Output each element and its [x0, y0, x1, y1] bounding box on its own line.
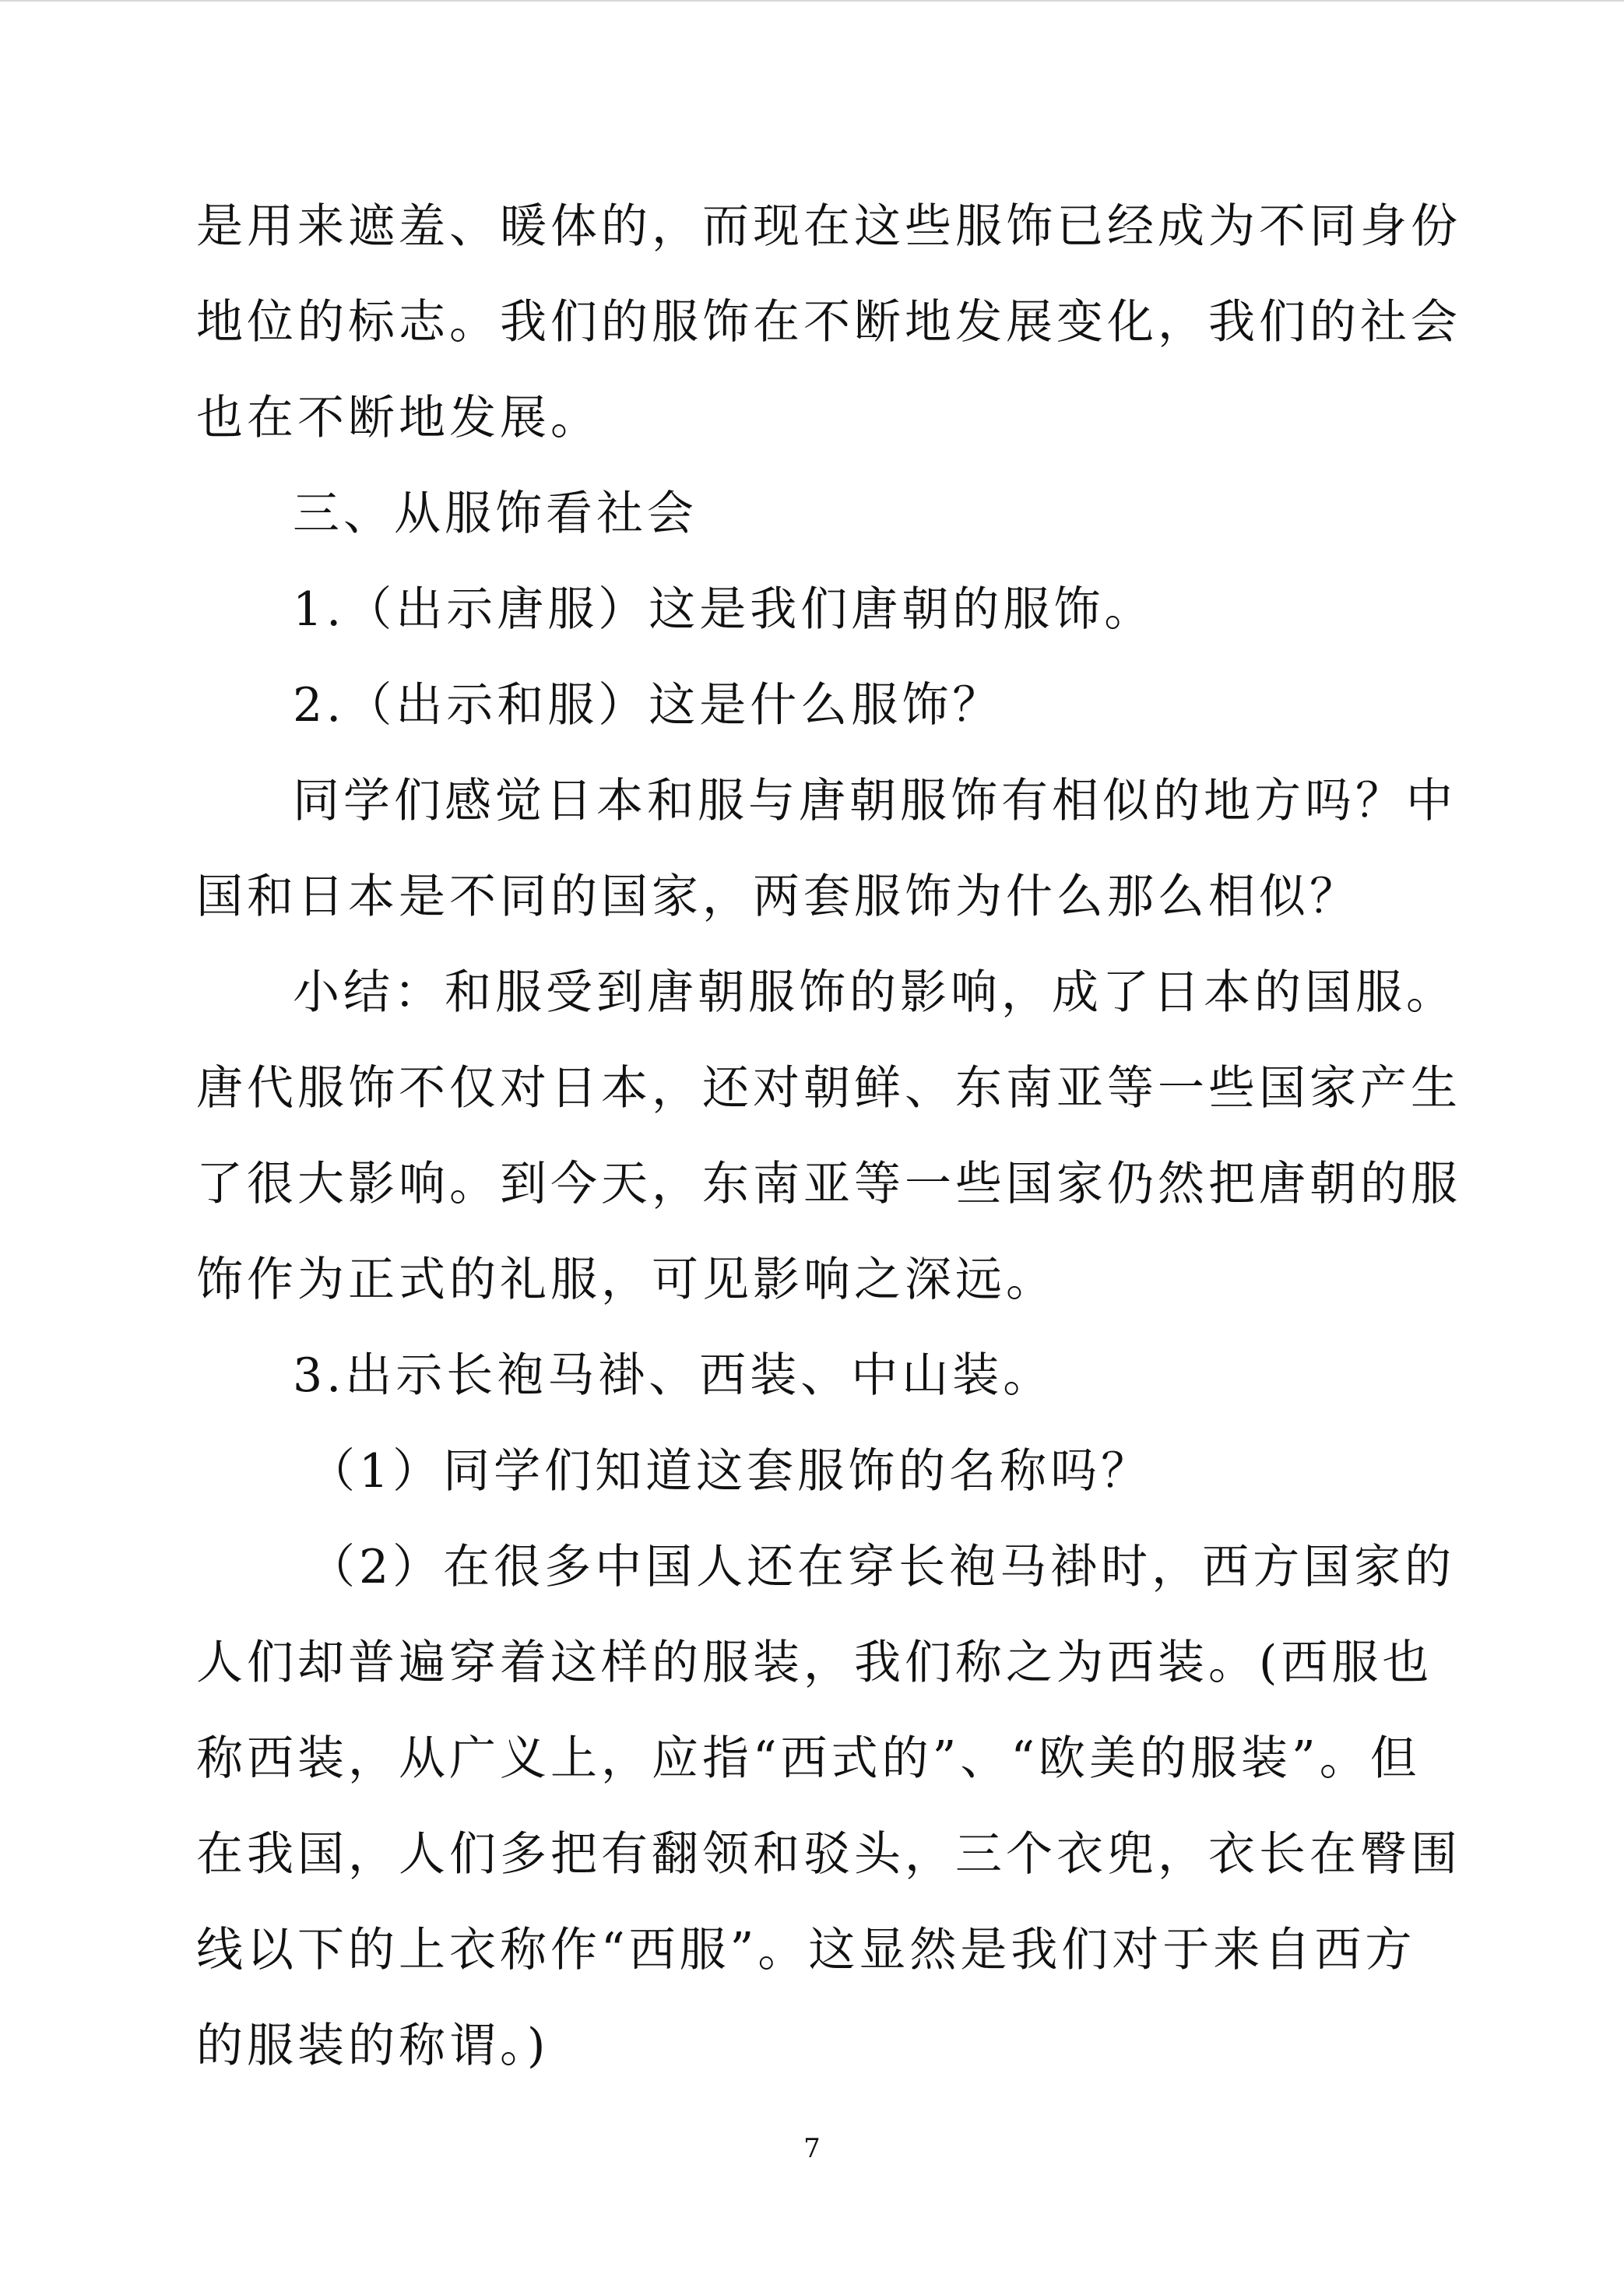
paragraph-line: 唐代服饰不仅对日本，还对朝鲜、东南亚等一些国家产生 — [196, 1061, 1461, 1116]
page-top-edge — [0, 0, 1624, 2]
summary-line: 小结：和服受到唐朝服饰的影响，成了日本的国服。 — [293, 965, 1457, 1020]
sub-list-item: （2）在很多中国人还在穿长袍马褂时，西方国家的 — [308, 1540, 1456, 1594]
paragraph-line: 称西装，从广义上，应指“西式的”、“欧美的服装”。但 — [196, 1731, 1421, 1786]
section-heading: 三、从服饰看社会 — [293, 487, 698, 541]
paragraph-line: 了很大影响。到今天，东南亚等一些国家仍然把唐朝的服 — [196, 1157, 1461, 1211]
paragraph-line: 线以下的上衣称作“西服”。这显然是我们对于来自西方 — [196, 1923, 1416, 1977]
page-number: 7 — [803, 2133, 821, 2164]
paragraph-line: 的服装的称谓。) — [196, 2019, 550, 2073]
paragraph-line: 人们却普遍穿着这样的服装，我们称之为西装。(西服也 — [196, 1636, 1433, 1690]
list-item: 2.（出示和服）这是什么服饰？ — [293, 678, 1004, 733]
paragraph-line: 同学们感觉日本和服与唐朝服饰有相似的地方吗？中 — [293, 774, 1457, 828]
paragraph-line: 饰作为正式的礼服，可见影响之深远。 — [196, 1253, 1056, 1307]
paragraph-line: 在我国，人们多把有翻领和驳头，三个衣兜，衣长在臀围 — [196, 1827, 1461, 1882]
list-item: 3.出示长袍马褂、西装、中山装。 — [293, 1348, 1054, 1403]
list-item: 1.（出示唐服）这是我们唐朝的服饰。 — [293, 582, 1155, 637]
paragraph-line: 也在不断地发展。 — [196, 391, 601, 445]
paragraph-line: 国和日本是不同的国家，两套服饰为什么那么相似？ — [196, 870, 1360, 924]
paragraph-line: 地位的标志。我们的服饰在不断地发展变化，我们的社会 — [196, 295, 1461, 350]
paragraph-line: 是用来遮羞、暖体的，而现在这些服饰已经成为不同身份 — [196, 199, 1461, 254]
sub-list-item: （1）同学们知道这套服饰的名称吗？ — [308, 1444, 1152, 1499]
